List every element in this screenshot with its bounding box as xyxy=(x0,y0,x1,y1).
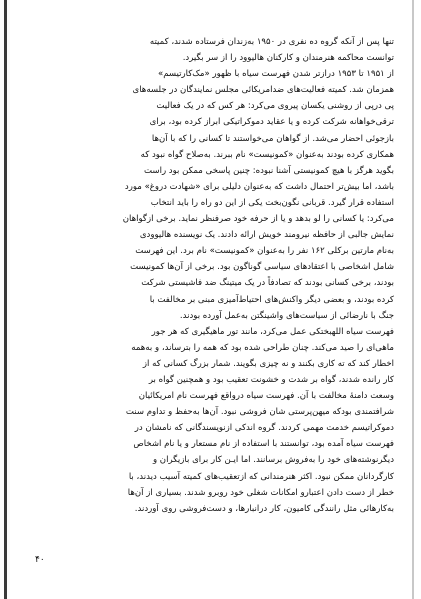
text-line: کارگردانان ممکن نبود. اکثر هنرمندانی که ازتعقیب‌های کمیته آسیب دیدند، با xyxy=(128,471,394,482)
text-line: فهرست سیاه آمده بود، توانستند با استفاده از نام مستعار و یا نام اشخاص xyxy=(133,439,394,450)
text-line: فهرست سیاه اللهبختکی عمل می‌کرد، مانند تور ماهیگیری که هر جور xyxy=(151,326,394,337)
text-line: به‌نام مارتین برکلی ۱۶۲ نفر را به‌عنوان «کمونیست» نام برد. این فهرست xyxy=(135,246,394,257)
paragraph-1 xyxy=(32,34,394,324)
text-line: همزمان شد. کمیته فعالیت‌های ضدامریکائی مجلس نمایندگان در جلسه‌های xyxy=(132,85,394,96)
paragraph-2 xyxy=(32,324,394,517)
scan-edge-left xyxy=(4,0,7,599)
text-line: بودند، برخی کسانی بودند که تصادفاً در یک میتینگ ضد فاشیستی شرکت xyxy=(141,278,394,289)
text-line: بگوید هرگز با هیچ کمونیستی آشنا نبوده: چنین پاسخی ممکن بود راست xyxy=(144,165,394,176)
page-number: ۴۰ xyxy=(35,555,45,565)
scan-edge-right xyxy=(412,0,414,599)
text-line: استفاده قرار گیرد. قربانی نگون‌بخت یکی از این دو راه را باید انتخاب xyxy=(150,197,394,208)
text-line: کرده بودند، و بعضی دیگر واکنش‌های احتیاط‌آمیزی مبنی بر مخالفت با xyxy=(149,294,394,305)
text-line: دیگرنوشته‌های خود را به‌فروش برسانند. اما ایـن کار برای بازیگران و xyxy=(152,455,394,466)
text-line: همکاری کرده بودند به‌عنوان «کمونیست» نام ببرند. به‌صلاح گواه نبود که xyxy=(140,149,394,160)
text-line: شرافتمندی بودکه میهن‌پرستی شان فروشی نبود. آن‌ها به‌حفظ و تداوم سنت xyxy=(125,407,394,418)
text-line: کار رانده شدند، گواه بر شدت و خشونت تعقیب بود و همچنین گواه بر xyxy=(148,374,394,385)
text-line: خطر از دست دادن اعتبارو امکانات شغلی خود روبرو شدند. بسیاری از آن‌ها xyxy=(127,487,394,498)
text-line: دموکراتیسم خدمت مهمی کردند. گروه اندکی ازنویسندگانی که نامشان در xyxy=(134,423,394,434)
text-line: تنها پس از آنکه گروه ده نفری در ۱۹۵۰ به‌زندان فرستاده شدند، کمیته xyxy=(149,37,394,47)
text-line: از ۱۹۵۱ تا ۱۹۵۳ درازتر شدن فهرست سیاه با ظهور «مک‌کارتیسم» xyxy=(157,69,394,80)
text-line: می‌کرد: یا کسانی را لو بدهد و یا از حرفه خود صرفنظر نماید. برخی ازگواهان xyxy=(122,214,394,225)
body-text xyxy=(32,34,394,517)
text-line: ترقی‌خواهانه شرکت کرده و یا عقاید دموکراتیکی ابراز کرده بود، برای xyxy=(149,117,394,128)
page-body xyxy=(32,34,394,574)
text-line: جنگ با نارضائی از سیاست‌های واشینگتن به‌عمل آورده بودند. xyxy=(179,310,394,321)
text-line: پی درپی از روشنی یکسان پیروی می‌کرد: هر کس که در یک فعالیت xyxy=(156,101,394,112)
text-line: توانست محاکمه هنرمندان و کارکنان هالیوود را از سر بگیرد. xyxy=(182,53,394,64)
text-line: نمایش جالبی از حافظه نیرومند خویش ارائه دادند. یک نویسنده هالیوودی xyxy=(139,230,394,241)
text-line: اخطار کند که ته کاری بکنند و نه چیزی بگویند. شمار بزرگ کسانی که از xyxy=(142,358,394,369)
text-line: باشد، اما بیش‌تر احتمال داشت که به‌عنوان دلیلی برای «شهادت دروغ» مورد xyxy=(124,181,394,192)
text-line: شامل اشخاصی با اعتقادهای سیاسی گوناگون بود. برخی از آن‌ها کمونیست xyxy=(130,262,394,273)
text-line: ماهی‌ای را صید می‌کند. چنان طراحی شده بود که همه را بترساند، و به‌همه xyxy=(131,342,394,353)
text-line: وسعت دامنهٔ مخالفت با آن. فهرست سیاه درواقع فهرست نام امریکائیان xyxy=(138,391,394,402)
text-line: بازجوئی احضار می‌شد. از گواهان می‌خواستند تا کسانی را که با آن‌ها xyxy=(151,133,394,144)
text-line: به‌کارهائی مثل رانندگی کامیون، کار درانبارها، و دست‌فروشی روی آوردند. xyxy=(134,503,394,514)
